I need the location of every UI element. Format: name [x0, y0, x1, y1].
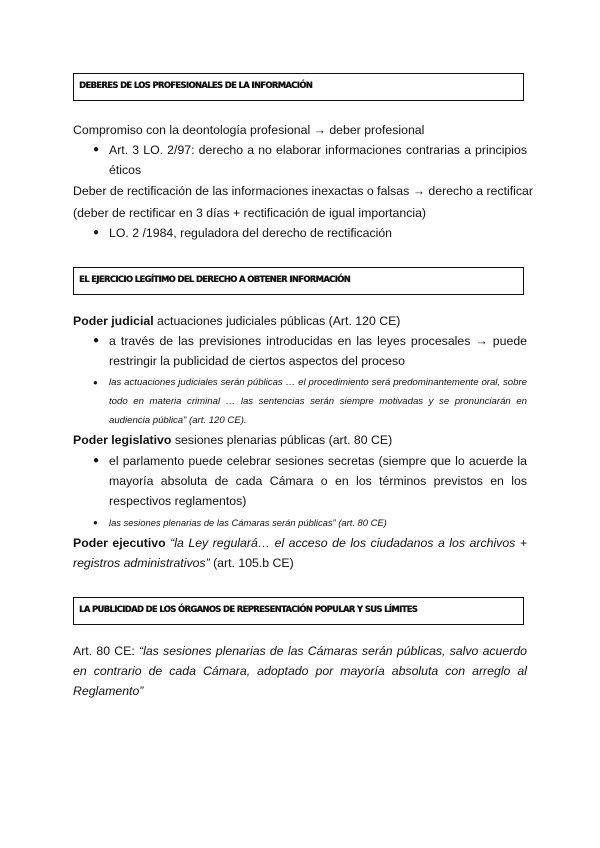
section-heading-publicidad	[73, 597, 524, 625]
label-poder-judicial: Poder judicial	[73, 314, 154, 328]
paragraph-poder-legislativo	[73, 430, 392, 450]
paragraph-poder-judicial	[73, 311, 400, 331]
label-poder-ejecutivo: Poder ejecutivo	[73, 536, 166, 550]
section-heading-ejercicio	[73, 267, 524, 295]
paragraph-rectificacion: Deber de rectificación de las informaciones inexactas o falsas → derecho a rectificar	[73, 184, 533, 198]
list-item-lo2-1984: LO. 2 /1984, reguladora del derecho de rectificación	[109, 226, 393, 240]
paragraph-compromiso: Compromiso con la deontología profesional → deber profesional	[73, 123, 425, 137]
paragraph-rectificacion-detalle: (deber de rectificar en 3 días + rectificación de igual importancia)	[73, 206, 427, 220]
text-poder-judicial: actuaciones judiciales públicas (Art. 120 CE)	[153, 314, 401, 328]
bullet-icon: ●	[93, 335, 100, 346]
heading-text: EL EJERCICIO LEGÍTIMO DEL DERECHO A OBTENER INFORMACIÓN	[79, 275, 350, 285]
label-poder-legislativo: Poder legislativo	[73, 433, 172, 447]
list-item-cita-art80: las sesiones plenarias de las Cámaras serán públicas” (art. 80 CE)	[109, 517, 387, 528]
quote-poder-ejecutivo: “la Ley regulará… el acceso de los ciudadanos a los archivos + registros administrativos”	[73, 536, 528, 570]
paragraph-art80	[73, 641, 527, 701]
bullet-icon: ●	[93, 378, 98, 387]
bullet-icon: ●	[93, 455, 100, 466]
section-heading-deberes	[73, 73, 524, 101]
bullet-icon: ●	[93, 227, 100, 238]
list-item-cita-art120: las actuaciones judiciales serán públicas … el procedimiento será predominantemente oral, sobre todo en materia criminal … las sentencias serán siempre motivadas y se pronunciarán en audiencia pública” (art. 120 CE).	[109, 377, 527, 426]
text-poder-legislativo: sesiones plenarias públicas (art. 80 CE)	[171, 433, 393, 447]
label-art80: Art. 80 CE:	[73, 644, 139, 658]
ref-poder-ejecutivo: (art. 105.b CE)	[209, 556, 294, 570]
bullet-icon: ●	[93, 518, 98, 527]
list-item-sesiones-secretas: el parlamento puede celebrar sesiones secretas (siempre que lo acuerde la mayoría absoluta de cada Cámara o en los términos previstos en los respectivos reglamentos)	[109, 454, 527, 508]
list-item-previsiones: a través de las previsiones introducidas en las leyes procesales → puede restringir la publicidad de ciertos aspectos del proceso	[109, 334, 527, 368]
heading-text: LA PUBLICIDAD DE LOS ÓRGANOS DE REPRESENTACIÓN POPULAR Y SUS LÍMITES	[79, 605, 418, 615]
heading-text: DEBERES DE LOS PROFESIONALES DE LA INFORMACIÓN	[79, 81, 313, 91]
list-item-art3: Art. 3 LO. 2/97: derecho a no elaborar informaciones contrarias a principios éticos	[109, 143, 527, 177]
bullet-icon: ●	[93, 144, 100, 155]
paragraph-poder-ejecutivo	[73, 533, 527, 573]
quote-art80: “las sesiones plenarias de las Cámaras serán públicas, salvo acuerdo en contrario de cada Cámara, adoptado por mayoría absoluta con arreglo al Reglamento”	[73, 644, 528, 698]
